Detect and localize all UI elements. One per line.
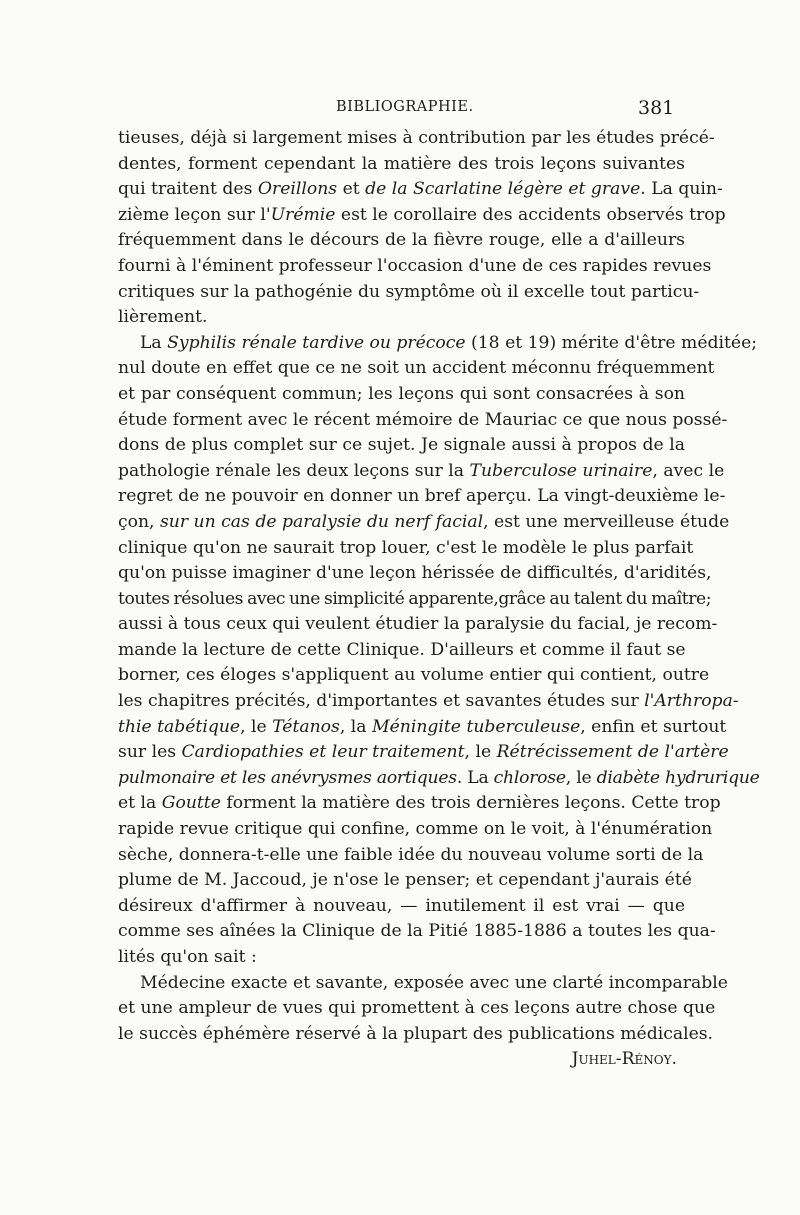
text-span: rapide revue critique qui confine, comme on le voit, à l'énumération [118,819,713,840]
text-span: et [337,179,366,200]
text-span: aussi à tous ceux qui veulent étudier la paralysie du facial, je recom- [118,614,718,635]
text-span: étude forment avec le récent mémoire de Mauriac ce que nous possé- [118,409,728,430]
text-span: tieuses, déjà si largement mises à contribution par les études précé- [118,128,715,148]
text-span: dons de plus complet sur ce sujet. Je signale aussi à propos de la [118,435,685,456]
text-span: La [140,332,168,353]
text-span: qui traitent des [118,179,258,200]
text-line [118,612,718,638]
running-title: BIBLIOGRAPHIE. [336,99,474,115]
signature-text: Juhel-Rénoy. [571,1049,677,1070]
text-span: qu'on puisse imaginer d'une leçon hérissée de difficultés, d'aridités, [118,563,712,584]
text-span: La quin- [645,179,723,200]
text-span: , avec le [652,460,725,481]
text-span: Médecine exacte et savante, exposée avec une clarté incomparable [140,972,728,993]
text-span: regret de ne pouvoir en donner un bref aperçu. La vingt-deuxième le- [118,486,726,507]
text-span: sur les [118,742,182,763]
text-span: le succès éphémère réservé à la plupart des publications médicales. [118,1023,714,1044]
italic-span: diabète hydrurique [596,767,760,788]
text-span: fréquemment dans le décours de la fièvre rouge, elle a d'ailleurs [118,230,685,251]
text-line [118,996,716,1022]
italic-span: Cardiopathies et leur traitement [181,742,465,763]
text-span: et la [118,793,162,814]
text-line [118,408,728,434]
text-span: plume de M. Jaccoud, je n'ose le penser; et cependant j'aurais été [118,870,692,891]
italic-span: Urémie [270,204,336,225]
text-span: les chapitres précités, d'importantes et savantes études sur [118,691,645,712]
text-line [118,331,758,357]
text-span: sèche, donnera-t-elle une faible idée du nouveau volume sorti de la [118,844,704,865]
text-span: dentes, forment cependant la matière des trois leçons suivantes [118,153,685,174]
text-span: est le corollaire des accidents observés trop [335,204,726,225]
text-span: nul doute en effet que ce ne soit un accident méconnu fréquemment [118,358,715,379]
text-line [118,305,685,331]
italic-span: Méningite tuberculeuse [372,716,581,737]
text-line [118,254,712,280]
text-span: . La [456,767,494,788]
page-number: 381 [638,97,675,119]
text-span: zième leçon sur l' [118,204,271,225]
text-line [118,126,715,152]
italic-span: sur un cas de paralysie du nerf facial [159,511,484,532]
italic-span: pulmonaire et les anévrysmes aortiques [118,767,457,788]
text-line [118,484,726,510]
text-line [118,689,739,715]
text-line [118,536,694,562]
text-line [118,766,760,792]
italic-span: Syphilis rénale tardive ou précoce [167,332,466,353]
text-line [118,356,715,382]
text-span: critiques sur la pathogénie du symptôme où il excelle tout particu- [118,281,700,302]
text-line [118,817,713,843]
text-line [118,561,712,587]
text-span: borner, ces éloges s'appliquent au volume entier qui contient, outre [118,665,710,686]
text-span: , est une merveilleuse étude [483,511,730,532]
text-line [118,971,728,997]
text-line [118,510,730,536]
text-span: çon, [118,511,160,532]
text-span: comme ses aînées la Clinique de la Pitié 1885-1886 a toutes les qua- [118,921,716,942]
text-line [118,945,685,971]
text-span: , le [464,742,497,763]
italic-span: thie tabétique [118,716,241,737]
text-span: mande la lecture de cette Clinique. D'ailleurs et comme il faut se [118,639,686,660]
italic-span: Tuberculose urinaire [469,460,653,481]
text-line [118,203,726,229]
text-span: , la [339,716,372,737]
text-span: fourni à l'éminent professeur l'occasion d'une de ces rapides revues [118,255,712,276]
text-line [118,894,685,920]
text-span: toutes résolues avec une simplicité apparente,grâce au talent du maître; [118,588,712,609]
text-line [118,177,723,203]
italic-span: Goutte [161,793,221,814]
text-line [118,280,700,306]
text-span: , le [240,716,273,737]
text-line [118,228,685,254]
text-line [118,459,725,485]
text-span: , enfin et surtout [580,716,727,737]
text-line [118,587,712,613]
italic-span: Oreillons [257,179,338,200]
text-span: , le [565,767,597,788]
text-span: (18 et 19) mérite d'être méditée; [465,332,758,353]
text-span: et par conséquent commun; les leçons qui sont consacrées à son [118,383,685,404]
text-span: lièrement. [118,307,208,328]
body-text [118,126,760,1073]
text-line [118,868,692,894]
text-line [118,663,710,689]
text-line [118,919,716,945]
italic-span: de la Scarlatine légère et grave. [365,179,646,200]
text-line [118,433,685,459]
text-line [118,715,727,741]
italic-span: Rétrécissement de l'artère [496,742,729,763]
text-line [118,791,721,817]
text-line [118,843,704,869]
italic-span: chlorose [493,767,566,788]
italic-span: l'Arthropa- [644,691,739,712]
text-span: forment la matière des trois dernières leçons. Cette trop [220,793,721,814]
text-line [118,152,685,178]
text-line [118,382,685,408]
text-line [118,1022,714,1048]
text-span: pathologie rénale les deux leçons sur la [118,460,470,481]
text-span: désireux d'affirmer à nouveau, — inutilement il est vrai — que [118,895,685,916]
text-span: lités qu'on sait : [118,947,257,967]
text-span: et une ampleur de vues qui promettent à ces leçons autre chose que [118,998,716,1019]
author-signature [118,1047,685,1073]
text-line [118,638,685,664]
text-line [118,740,729,766]
text-span: clinique qu'on ne saurait trop louer, c'est le modèle le plus parfait [118,537,694,558]
italic-span: Tétanos [272,716,340,737]
